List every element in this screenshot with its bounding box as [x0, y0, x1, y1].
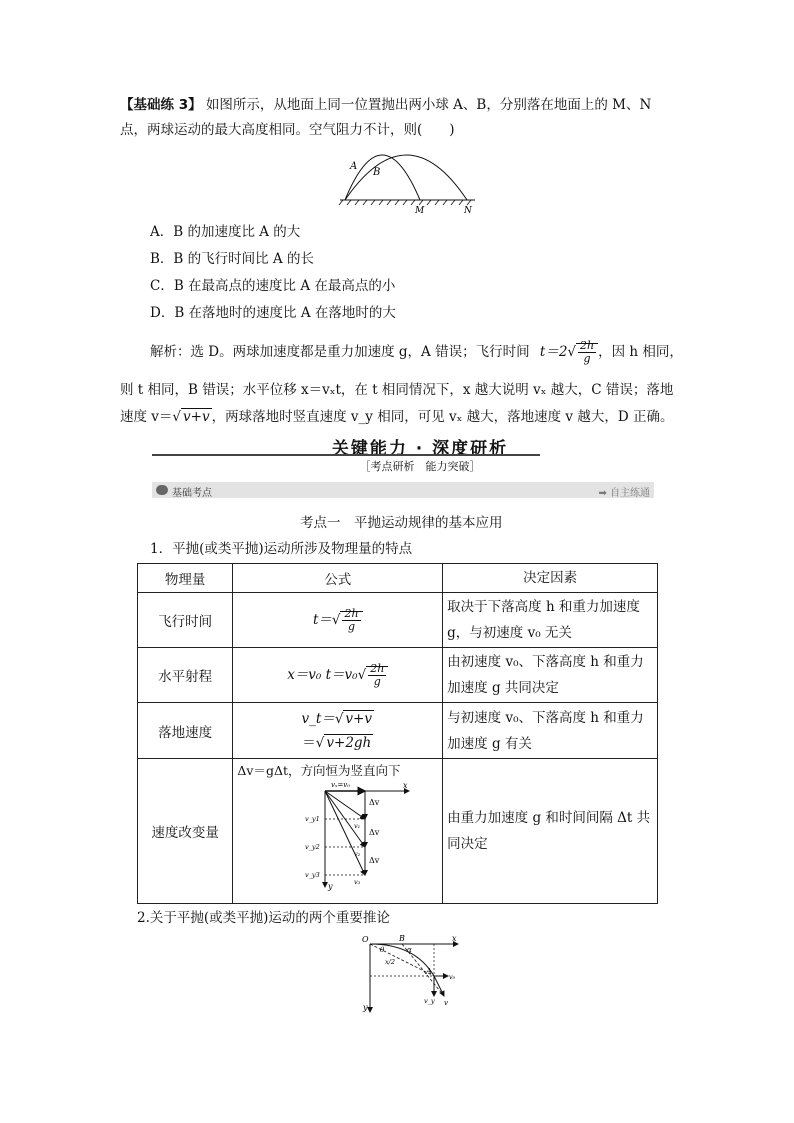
row-factor: 与初速度 v₀、下落高度 h 和重力加速度 g 有关 [443, 703, 658, 759]
alpha-label: α [407, 946, 412, 954]
v2-label: v₂ [354, 850, 361, 858]
radicand-v-plus-v: v+v [183, 409, 210, 425]
table-row [138, 648, 658, 703]
row-name: 落地速度 [138, 703, 233, 759]
exercise-question-line2: 点，两球运动的最大高度相同。空气阻力不计，则( ) [120, 122, 455, 138]
row-factor: 由初速度 v₀、下落高度 h 和重力加速度 g 共同决定 [443, 648, 658, 703]
section-title: 关键能力 · 深度研析 [331, 439, 509, 459]
v-label-2: v [444, 999, 448, 1007]
topic-point2: 2.关于平抛(或类平抛)运动的两个重要推论 [137, 910, 390, 926]
bar-icon [156, 485, 168, 495]
option-c: C．B 在最高点的速度比 A 在最高点的小 [150, 278, 396, 294]
row-factor: 由重力加速度 g 和时间间隔 Δt 共同决定 [443, 759, 658, 904]
option-a: A．B 的加速度比 A 的大 [150, 224, 301, 240]
row-name: 水平射程 [138, 648, 233, 703]
formula-lhs-2: ＝ [302, 734, 316, 751]
v1-label: v₁ [354, 822, 361, 830]
frac-num: 2h [580, 339, 595, 352]
frac-num: 2h [344, 606, 359, 620]
row-factor: 取决于下落高度 h 和重力加速度 g，与初速度 v₀ 无关 [443, 593, 658, 648]
sqrt-2h-over-g: √ $\frac{2h}{g}$ [567, 340, 598, 365]
vy2-label: v_y2 [305, 843, 321, 851]
b-label: B [399, 934, 405, 943]
axis-x-label: x [403, 781, 408, 790]
analysis-line3 [120, 407, 673, 427]
bar-right-label[interactable]: ➡ 自主练通 [598, 488, 650, 499]
x-label-2: x [452, 934, 457, 943]
sqrt-2h-over-g: √ $\frac{2h}{g}$ [332, 608, 363, 633]
frac-den: g [583, 352, 591, 365]
analysis-text-4: ，两球落地时竖直速度 v_y 相同，可见 vₓ 越大，落地速度 v 越大，D 正确。 [211, 409, 674, 425]
bar-left-label: 基础考点 [172, 488, 212, 499]
radicand-v-plus-v: v+v [345, 710, 372, 727]
vy1-label: v_y1 [305, 815, 321, 823]
origin-label: O [362, 935, 369, 944]
analysis-line1 [150, 340, 683, 365]
y-label-2: y [363, 1003, 368, 1012]
sqrt-v-plus-v: √ v+v [172, 409, 210, 425]
frac-den: g [373, 674, 381, 688]
projectile-figure [335, 140, 480, 215]
analysis-formula-lhs: t＝2 [539, 344, 568, 360]
row-name: 速度改变量 [138, 759, 233, 904]
frac-num: 2h [370, 661, 385, 675]
formula-lhs: v_t＝ [301, 710, 335, 727]
inference-diagram [360, 930, 465, 1015]
axis-y-label: y [328, 882, 333, 891]
topic-heading: 考点一 平抛运动规律的基本应用 [300, 515, 503, 531]
label-n: N [464, 206, 472, 215]
formula-lhs: t＝ [312, 611, 332, 628]
dv-label-2: Δv [369, 828, 380, 837]
row-name: 飞行时间 [138, 593, 233, 648]
formula-line-2: ＝√ v+2gh [302, 734, 372, 751]
v-arrow [434, 976, 444, 996]
radicand-v-plus-2gh: v+2gh [326, 734, 372, 751]
vx-label: vₓ=v₀ [331, 781, 351, 789]
analysis-text-2: ，因 h 相同， [598, 344, 683, 360]
dv-label-3: Δv [369, 856, 380, 865]
ground-hatch [339, 200, 471, 205]
table-row [138, 703, 658, 759]
topic-point1: 1．平抛(或类平抛)运动所涉及物理量的特点 [150, 541, 413, 557]
table-header: 决定因素 [443, 564, 658, 593]
row-formula [233, 703, 443, 759]
label-a: A [350, 161, 358, 172]
table-header: 物理量 [138, 564, 233, 593]
vy-label-2: v_y [424, 997, 435, 1005]
dv-label-1: Δv [369, 798, 380, 807]
option-b: B．B 的飞行时间比 A 的长 [150, 251, 314, 267]
option-d: D．B 在落地时的速度比 A 在落地时的大 [150, 305, 396, 321]
analysis-text-1: 解析：选 D。两球加速度都是重力加速度 g，A 错误；飞行时间 [150, 344, 530, 360]
frac-den: g [348, 619, 356, 633]
label-b: B [373, 167, 381, 178]
v3-label: v₃ [354, 878, 361, 886]
section-bar [152, 482, 654, 498]
physics-table [137, 563, 658, 904]
analysis-line2: 则 t 相同，B 错误；水平位移 x＝vₓt，在 t 相同情况下，x 越大说明 vₓ 越大，C 错误；落地 [120, 382, 674, 398]
exercise-question: 如图所示，从地面上同一位置抛出两小球 A、B，分别落在地面上的 M、N [205, 97, 652, 113]
a-label: A [426, 967, 432, 976]
section-subtitle: ［考点研析 能力突破］ [359, 460, 481, 473]
v0-label-2: v₀ [449, 973, 456, 981]
theta-label: θ [380, 946, 385, 954]
trajectory-b [345, 155, 467, 200]
v3-vector [325, 791, 365, 875]
label-m: M [415, 206, 425, 215]
row-formula [233, 593, 443, 648]
table-row [138, 759, 658, 904]
vy3-label: v_y3 [305, 871, 321, 879]
x-half-label: x/2 [385, 958, 395, 966]
sqrt-2h-over-g: √ $\frac{2h}{g}$ [358, 663, 389, 688]
v1-vector [325, 791, 365, 819]
table-header-row [138, 564, 658, 593]
exercise-question-line1 [120, 95, 651, 115]
section-rule [152, 454, 540, 456]
table-row [138, 593, 658, 648]
table-header: 公式 [233, 564, 443, 593]
row-formula [233, 648, 443, 703]
row-formula [233, 759, 443, 904]
analysis-text-3: 速度 v＝ [120, 409, 173, 425]
formula-line-1: v_t＝√ v+v [301, 710, 372, 727]
exercise-tag: 【基础练 3】 [120, 97, 202, 113]
velocity-change-diagram [297, 779, 417, 891]
formula-text: Δv＝gΔt，方向恒为竖直向下 [237, 763, 401, 778]
formula-lhs: x＝v₀ t＝v₀ [287, 666, 358, 683]
